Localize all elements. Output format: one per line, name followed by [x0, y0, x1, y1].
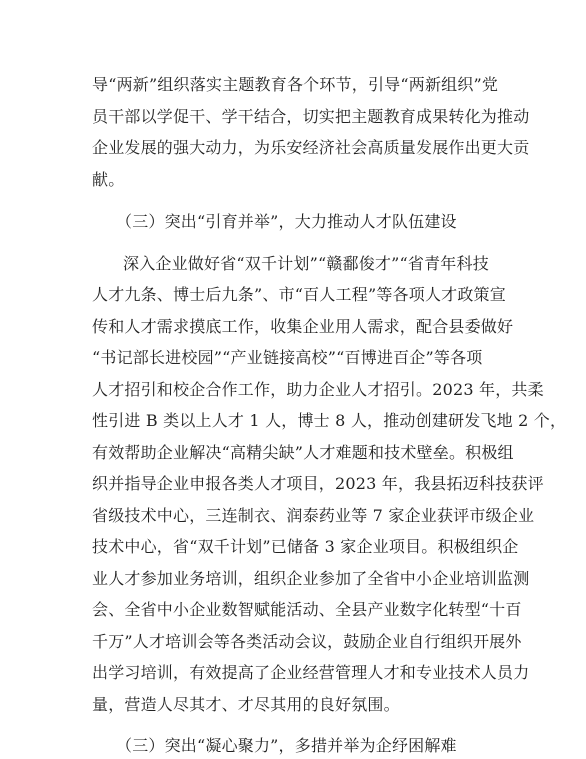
- paragraph-line: 性引进 B 类以上人才 1 人，博士 8 人，推动创建研发飞地 2 个，: [92, 411, 567, 430]
- paragraph-line: 会、全省中小企业数智赋能活动、全县产业数字化转型“十百: [92, 600, 522, 619]
- paragraph-line: 人才招引和校企合作工作，助力企业人才招引。2023 年，共柔: [92, 380, 544, 399]
- paragraph-line: 业人才参加业务培训，组织企业参加了全省中小企业培训监测: [92, 569, 530, 588]
- section-heading: （三）突出“引育并举”，大力推动人才队伍建设: [116, 212, 457, 231]
- paragraph-line: 出学习培训，有效提高了企业经营管理人才和专业技术人员力: [92, 663, 530, 682]
- section-heading: （三）突出“凝心聚力”，多措并举为企纾困解难: [116, 736, 457, 755]
- paragraph-line: 量，营造人尽其才、才尽其用的良好氛围。: [92, 695, 400, 714]
- paragraph-line: 企业发展的强大动力，为乐安经济社会高质量发展作出更大贡: [92, 138, 530, 157]
- paragraph-line: 导“两新”组织落实主题教育各个环节，引导“两新组织”党: [92, 75, 499, 94]
- paragraph-line: “书记部长进校园”“产业链接高校”“百博进百企”等各项: [92, 348, 483, 367]
- paragraph-line: 有效帮助企业解决“高精尖缺”人才难题和技术壁垒。积极组: [92, 443, 514, 462]
- paragraph-line: 技术中心，省“双千计划”已储备 3 家企业项目。积极组织企: [92, 537, 519, 556]
- paragraph-line: 献。: [92, 170, 125, 189]
- paragraph-line: 织并指导企业申报各类人才项目，2023 年，我县拓迈科技获评: [92, 474, 544, 493]
- paragraph-line: 人才九条、博士后九条”、市“百人工程”等各项人才政策宣: [92, 285, 506, 304]
- paragraph-line: 传和人才需求摸底工作，收集企业用人需求，配合县委做好: [92, 317, 514, 336]
- paragraph-line: 员干部以学促干、学干结合，切实把主题教育成果转化为推动: [92, 107, 530, 126]
- paragraph-line: 千万”人才培训会等各类活动会议，鼓励企业自行组织开展外: [92, 632, 522, 651]
- paragraph-line: 深入企业做好省“双千计划”“赣鄱俊才”“省青年科技: [123, 254, 489, 273]
- paragraph-line: 省级技术中心，三连制衣、润泰药业等 7 家企业获评市级企业: [92, 506, 535, 525]
